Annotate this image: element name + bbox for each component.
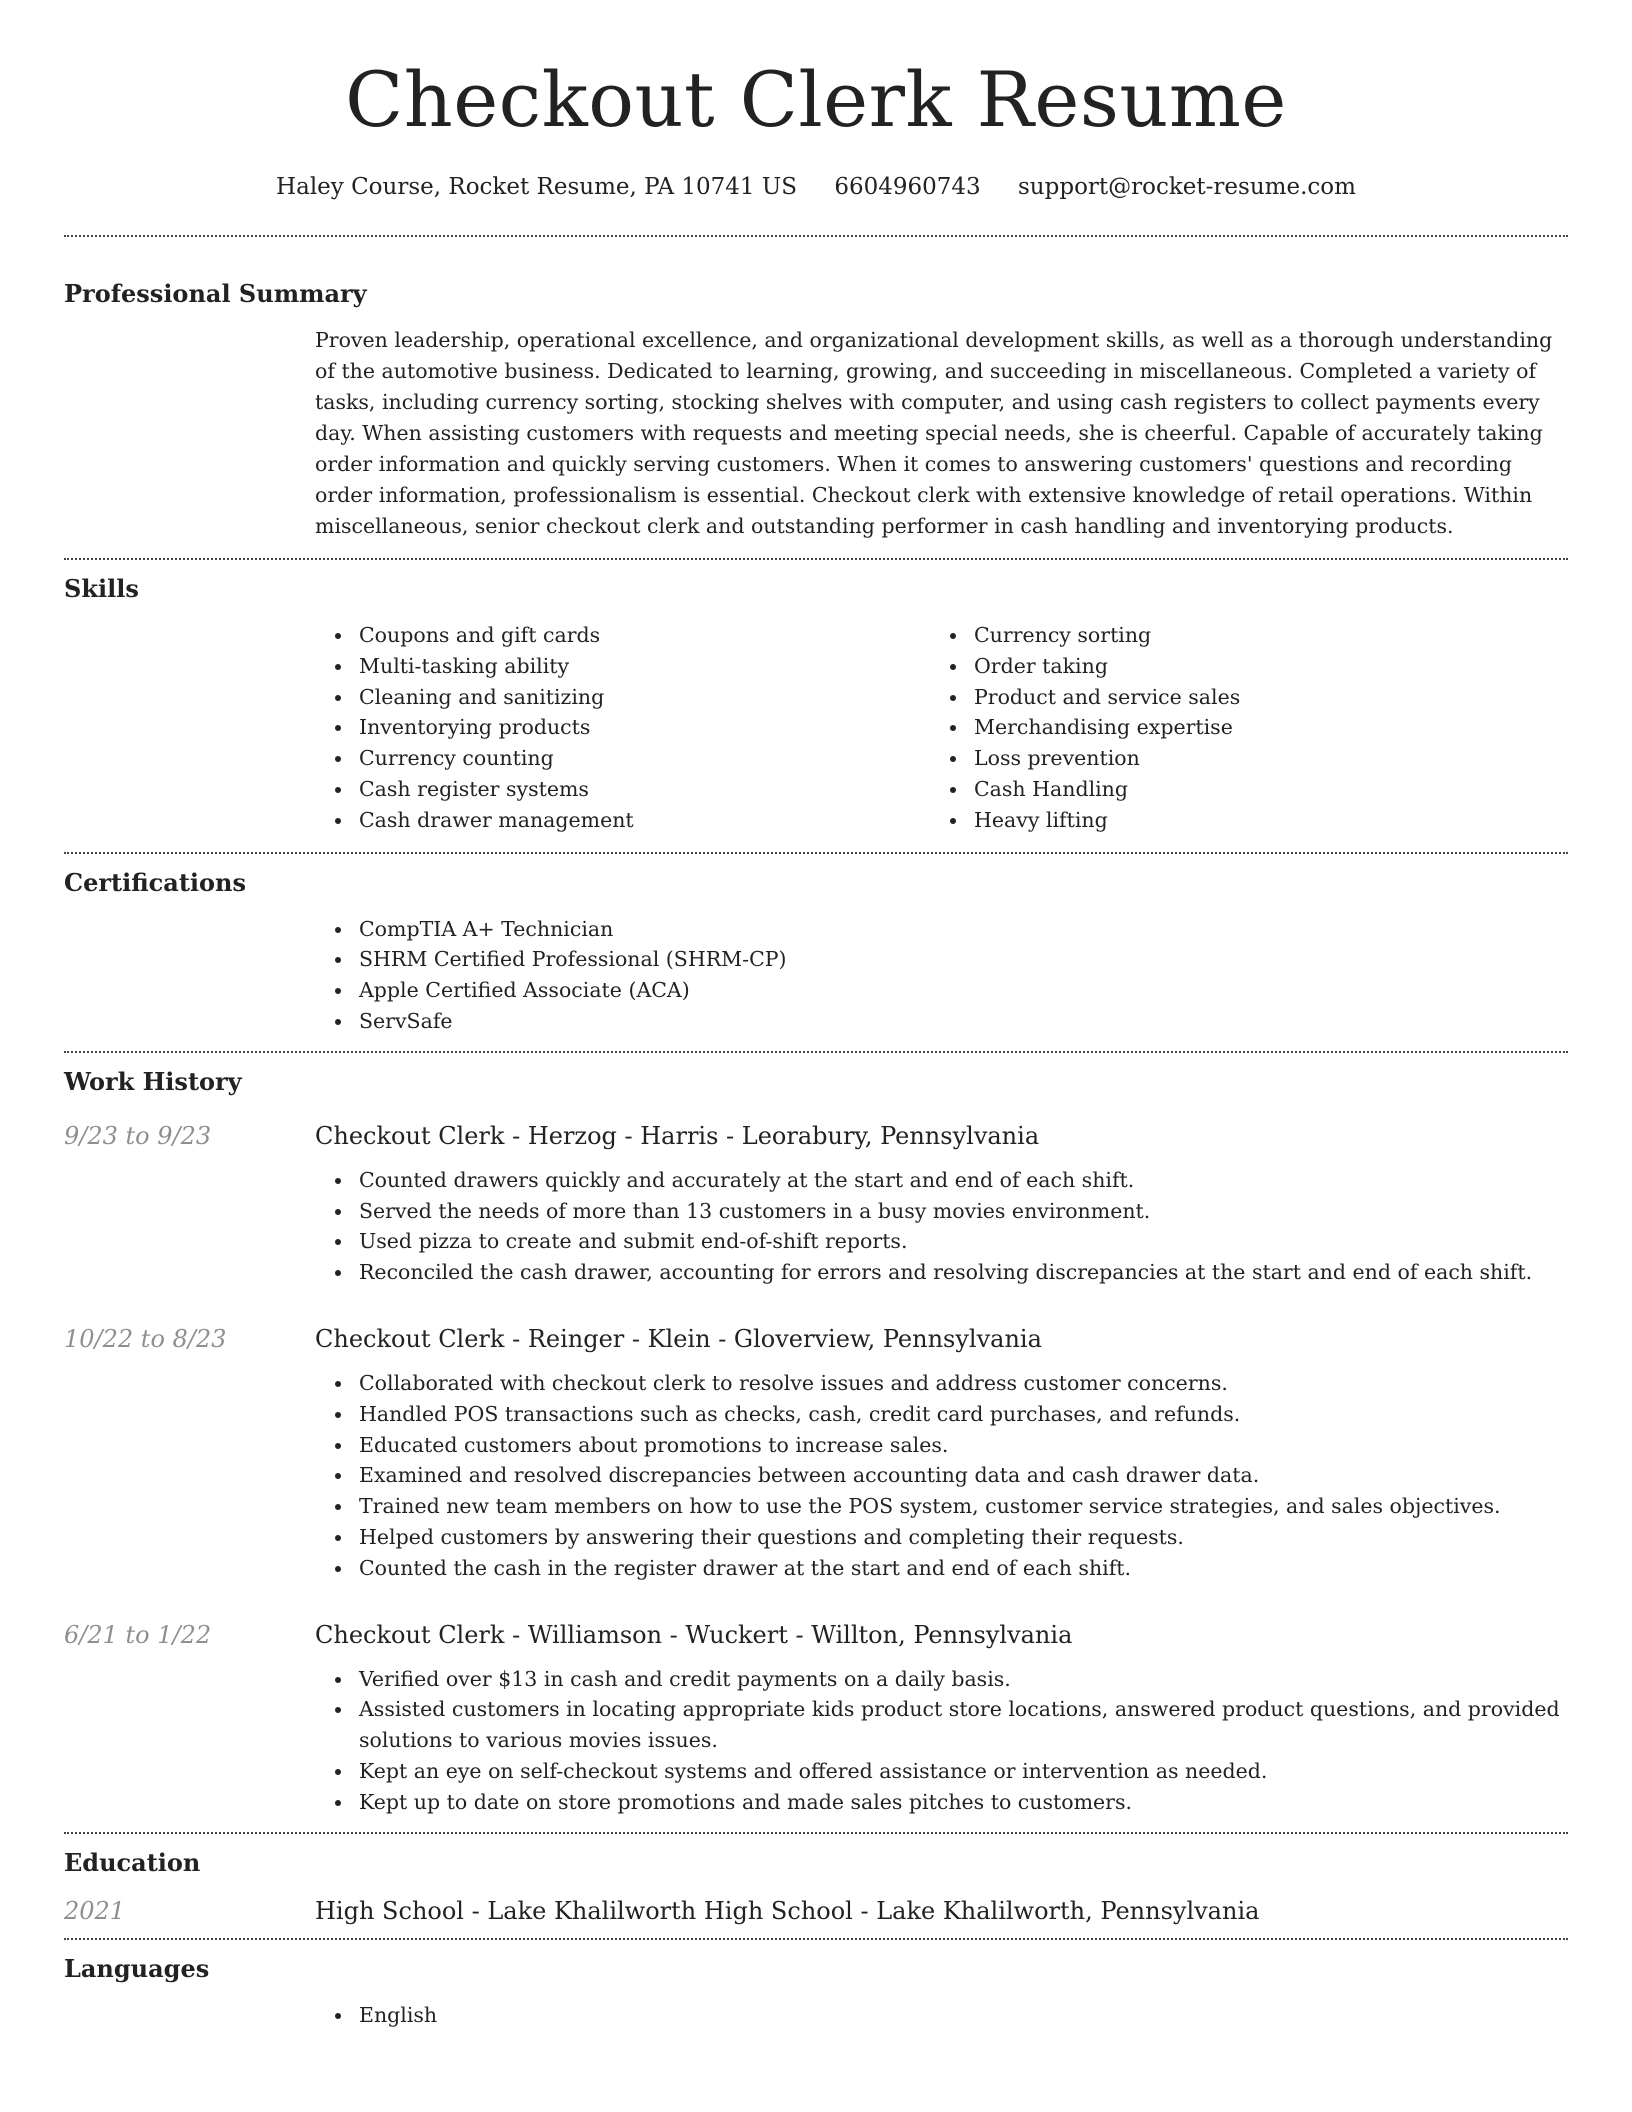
job-bullets [315,1368,1568,1584]
job-bullet: Educated customers about promotions to increase sales. [315,1430,1568,1461]
resume-page [64,0,1568,2112]
skill-item: Currency counting [315,743,930,774]
job-title: Checkout Clerk - Williamson - Wuckert - Willton, Pennsylvania [315,1620,1073,1649]
job-dates: 9/23 to 9/23 [64,1121,212,1150]
skills-section [64,560,1568,852]
languages-section [64,1940,1568,2031]
section-heading-skills: Skills [64,574,139,603]
section-heading-education: Education [64,1847,201,1877]
job-bullet: Kept up to date on store promotions and made sales pitches to customers. [315,1787,1568,1818]
job-bullet: Collaborated with checkout clerk to resolve issues and address customer concerns. [315,1368,1568,1399]
contact-line [64,172,1568,202]
job-dates: 6/21 to 1/22 [64,1620,212,1649]
job-dates: 10/22 to 8/23 [64,1324,227,1353]
skill-item: Product and service sales [930,682,1545,713]
education-section [64,1834,1568,1938]
section-heading-summary: Professional Summary [64,279,367,308]
skill-item: Multi-tasking ability [315,651,930,682]
job-bullets [315,1165,1568,1288]
certifications-section [64,854,1568,1051]
skills-list-left [315,620,930,836]
languages-list [315,1986,1568,2031]
job-title: Checkout Clerk - Herzog - Harris - Leorabury, Pennsylvania [315,1121,1040,1150]
resume-title: Checkout Clerk Resume [345,55,1287,144]
job-bullet: Verified over $13 in cash and credit payments on a daily basis. [315,1664,1568,1695]
contact-email: support@rocket-resume.com [1018,174,1356,200]
job-bullet: Handled POS transactions such as checks, cash, credit card purchases, and refunds. [315,1399,1568,1430]
job-bullet: Counted drawers quickly and accurately at the start and end of each shift. [315,1165,1568,1196]
skills-columns [315,606,1568,852]
skill-item: Order taking [930,651,1545,682]
certification-item: SHRM Certified Professional (SHRM-CP) [315,944,1568,975]
certifications-list [315,900,1568,1051]
job-bullet: Helped customers by answering their questions and completing their requests. [315,1522,1568,1553]
skill-item: Merchandising expertise [930,712,1545,743]
skill-item: Coupons and gift cards [315,620,930,651]
section-heading-work-history: Work History [64,1066,242,1096]
work-history-section [64,1053,1568,1832]
skill-item: Heavy lifting [930,805,1545,836]
education-entry: High School - Lake Khalilworth High School - Lake Khalilworth, Pennsylvania [315,1896,1260,1925]
skill-item: Cash drawer management [315,805,930,836]
summary-section [64,237,1568,558]
job-bullets [315,1664,1568,1818]
contact-phone: 6604960743 [834,174,981,200]
skills-list-right [930,620,1545,836]
job-bullet: Assisted customers in locating appropriate kids product store locations, answered product questions, and provided solutions to various movies issues. [315,1694,1568,1756]
education-year: 2021 [64,1896,126,1925]
skill-item: Cash register systems [315,774,930,805]
skill-item: Loss prevention [930,743,1545,774]
job-entry [64,1119,1568,1288]
skill-item: Cleaning and sanitizing [315,682,930,713]
job-bullet: Served the needs of more than 13 customers in a busy movies environment. [315,1196,1568,1227]
job-bullet: Reconciled the cash drawer, accounting for errors and resolving discrepancies at the start and end of each shift. [315,1257,1568,1288]
contact-address: Haley Course, Rocket Resume, PA 10741 US [276,174,798,200]
certification-item: ServSafe [315,1006,1568,1037]
job-bullet: Examined and resolved discrepancies between accounting data and cash drawer data. [315,1460,1568,1491]
job-entry [64,1322,1568,1584]
section-heading-certifications: Certifications [64,867,247,897]
job-title: Checkout Clerk - Reinger - Klein - Gloverview, Pennsylvania [315,1324,1042,1353]
job-bullet: Counted the cash in the register drawer at the start and end of each shift. [315,1553,1568,1584]
summary-text: Proven leadership, operational excellence, and organizational development skills, as well as a thorough understanding of the automotive business. Dedicated to learning, growing, and succeeding in miscellaneous. Completed a variety of tasks, including currency sorting, stocking shelves with computer, and using cash registers to collect payments every day. When assisting customers with requests and meeting special needs, she is cheerful. Capable of accurately taking order information and quickly serving customers. When it comes to answering customers' questions and recording order information, professionalism is essential. Checkout clerk with extensive knowledge of retail operations. Within miscellaneous, senior checkout clerk and outstanding performer in cash handling and inventorying products. [315,328,1553,538]
language-item: English [315,2000,1568,2031]
job-entry [64,1618,1568,1832]
job-bullet: Kept an eye on self-checkout systems and offered assistance or intervention as needed. [315,1756,1568,1787]
skill-item: Inventorying products [315,712,930,743]
certification-item: Apple Certified Associate (ACA) [315,975,1568,1006]
skill-item: Cash Handling [930,774,1545,805]
skill-item: Currency sorting [930,620,1545,651]
certification-item: CompTIA A+ Technician [315,914,1568,945]
job-bullet: Used pizza to create and submit end-of-shift reports. [315,1226,1568,1257]
job-bullet: Trained new team members on how to use the POS system, customer service strategies, and sales objectives. [315,1491,1568,1522]
section-heading-languages: Languages [64,1953,210,1983]
